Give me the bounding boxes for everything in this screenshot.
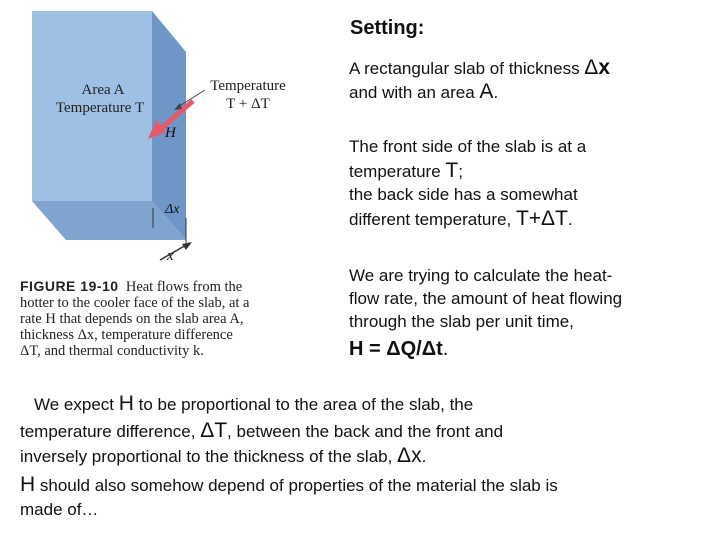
caption-line: thickness Δx, temperature difference: [20, 327, 233, 343]
caption-line: Heat flows from the: [125, 279, 243, 295]
label-back-temperature-value: T + ΔT: [226, 96, 270, 112]
label-temperature-t: Temperature T: [55, 100, 145, 116]
setting-paragraph-2: The front side of the slab is at a temperature T; the back side has a somewhat different temperature, T+ΔT.: [349, 137, 587, 230]
caption-line: ΔT, and thermal conductivity k.: [20, 343, 204, 359]
label-thickness-dx: Δx: [165, 202, 180, 217]
caption-line: hotter to the cooler face of the slab, at a: [20, 295, 250, 311]
label-x-axis: x: [167, 248, 174, 264]
x-axis-arrow-head: [182, 242, 192, 250]
figure-caption: [20, 278, 320, 359]
setting-title: Setting:: [350, 17, 425, 39]
bottom-line-4: H should also somehow depend of properties of the material the slab is: [20, 473, 558, 496]
setting-paragraph-1: A rectangular slab of thickness Δx and with an area A.: [349, 56, 611, 103]
caption-line: rate H that depends on the slab area A,: [20, 311, 244, 327]
heat-flow-equation: H = ΔQ/Δt: [349, 338, 443, 360]
label-area-a: Area A: [81, 82, 125, 98]
caption-heading: FIGURE 19-10: [20, 278, 119, 294]
setting-paragraph-3: We are trying to calculate the heat- flow rate, the amount of heat flowing through the slab per unit time, H = ΔQ/Δt.: [349, 266, 623, 360]
bottom-line-5: made of…: [20, 500, 99, 519]
bottom-line-3: inversely proportional to the thickness of the slab, Δx.: [20, 444, 427, 467]
bottom-line-1: We expect H to be proportional to the area of the slab, the: [34, 392, 474, 415]
bottom-line-2: temperature difference, ΔT, between the back and the front and: [20, 419, 504, 442]
label-heat-h: H: [165, 125, 176, 141]
label-back-temperature: Temperature: [210, 78, 286, 94]
